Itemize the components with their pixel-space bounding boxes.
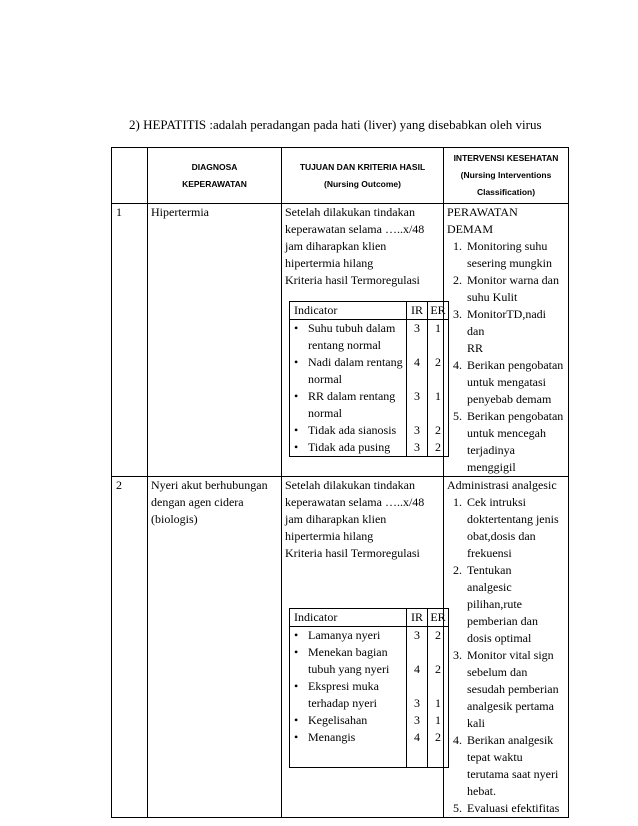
indicator-header-row	[290, 609, 449, 627]
indicator-line: Menekan bagian	[308, 645, 388, 659]
er-value: 1	[428, 388, 449, 422]
indicator-row	[290, 712, 449, 729]
intervention-line: Monitor warna dan	[467, 273, 559, 287]
intervention-title-line: PERAWATAN	[447, 205, 518, 219]
indicator-name: Tidak ada pusing	[308, 440, 391, 454]
list-item	[465, 562, 565, 647]
header-tujuan-line2: (Nursing Outcome)	[324, 178, 401, 189]
outcome-text	[285, 204, 440, 289]
intervention-line: pemberian dan	[467, 614, 538, 628]
outcome-line: Setelah dilakukan tindakan	[285, 205, 415, 219]
indicator-line: Suhu tubuh dalam	[308, 321, 396, 335]
indicator-row	[290, 678, 449, 712]
indicator-line: Ekspresi muka	[308, 679, 379, 693]
diagnosis-line: dengan agen cidera	[151, 495, 244, 509]
intervention-list	[447, 494, 565, 817]
intervention-line: pilihan,rute	[467, 597, 522, 611]
intervention-line: MonitorTD,nadi dan	[467, 307, 546, 338]
intervention-line: Tentukan	[467, 563, 512, 577]
intervention-line: analgesik pertama	[467, 699, 554, 713]
indicator-row	[290, 439, 449, 457]
er-value: 2	[428, 439, 449, 457]
intervention-line: terjadinya menggigil	[467, 443, 516, 474]
header-tujuan-line1: TUJUAN DAN KRITERIA HASIL	[299, 161, 426, 172]
header-intervensi-line2: (Nursing Interventions	[460, 170, 552, 180]
list-item	[465, 732, 565, 800]
intervention-line: tepat waktu	[467, 750, 523, 764]
table-row	[112, 477, 569, 818]
table-header-row	[112, 148, 569, 204]
ir-header: IR	[407, 302, 428, 320]
outcome-cell	[282, 477, 444, 818]
diagnosis-text: Hipertermia	[151, 205, 209, 219]
diagnosis-text	[151, 477, 278, 528]
bullet-icon: •	[294, 440, 299, 454]
bullet-icon: •	[294, 321, 299, 335]
ir-value: 4	[407, 729, 428, 768]
outcome-text	[285, 477, 440, 562]
indicator-row	[290, 644, 449, 678]
indicator-line: RR dalam rentang	[308, 389, 396, 403]
table-row	[112, 204, 569, 477]
ir-value: 3	[407, 627, 428, 645]
bullet-icon: •	[294, 713, 299, 727]
diagnosis-line: Nyeri akut berhubungan	[151, 478, 268, 492]
ir-value: 3	[407, 712, 428, 729]
indicator-row	[290, 729, 449, 768]
intervention-title-line: DEMAM	[447, 222, 494, 236]
ir-header: IR	[407, 609, 428, 627]
indicator-line: normal	[308, 372, 342, 386]
intervention-title: Administrasi analgesic	[447, 478, 557, 492]
list-item	[465, 306, 565, 357]
header-tujuan	[282, 148, 444, 204]
header-diagnosa-line2: KEPERAWATAN	[182, 178, 247, 189]
intervention-line: Evaluasi efektifitas	[467, 801, 560, 815]
indicator-table	[289, 608, 449, 768]
indicator-line: rentang normal	[308, 338, 381, 352]
er-value: 1	[428, 678, 449, 712]
indicator-name	[308, 678, 379, 712]
ir-value: 4	[407, 354, 428, 388]
diagnosis-cell	[148, 204, 282, 477]
indicator-header-row	[290, 302, 449, 320]
outcome-line: jam diharapkan klien	[285, 512, 387, 526]
ir-value: 3	[407, 388, 428, 422]
intervention-title	[447, 204, 565, 238]
intervention-line: Monitor vital sign	[467, 648, 554, 662]
intervention-line: penyebab demam	[467, 392, 552, 406]
outcome-line: keperawatan selama …..x/48	[285, 495, 425, 509]
bullet-icon: •	[294, 389, 299, 403]
er-header: ER	[428, 302, 449, 320]
header-intervensi-line3: Classification)	[476, 187, 536, 197]
intervention-line: untuk mengatasi	[467, 375, 546, 389]
intervention-line: dosis optimal	[467, 631, 532, 645]
er-value: 2	[428, 644, 449, 678]
row-number: 2	[112, 477, 148, 818]
intervention-line: obat,dosis dan	[467, 529, 536, 543]
indicator-line: normal	[308, 406, 342, 420]
ir-value: 3	[407, 439, 428, 457]
intervention-line: sesudah pemberian	[467, 682, 559, 696]
intervention-line: Monitoring suhu	[467, 239, 548, 253]
outcome-line: keperawatan selama …..x/48	[285, 222, 425, 236]
indicator-table	[289, 301, 449, 457]
er-value: 1	[428, 712, 449, 729]
bullet-icon: •	[294, 679, 299, 693]
list-item	[465, 357, 565, 408]
intervention-line: kali	[467, 716, 485, 730]
diagnosis-cell	[148, 477, 282, 818]
list-item	[465, 494, 565, 562]
er-value: 2	[428, 354, 449, 388]
intervention-line: doktertentang jenis	[467, 512, 559, 526]
intervention-line: suhu Kulit	[467, 290, 518, 304]
intervention-line: Berikan pengobatan	[467, 409, 564, 423]
bullet-icon: •	[294, 423, 299, 437]
indicator-name: Tidak ada sianosis	[308, 423, 397, 437]
indicator-line: tubuh yang nyeri	[308, 662, 390, 676]
intervention-line: Berikan analgesik	[467, 733, 554, 747]
intervention-line: frekuensi	[467, 546, 512, 560]
outcome-cell	[282, 204, 444, 477]
intervention-line: analgesic	[467, 580, 512, 594]
diagnosis-line: (biologis)	[151, 512, 198, 526]
indicator-name	[308, 354, 403, 388]
indicator-row	[290, 320, 449, 355]
er-value: 2	[428, 422, 449, 439]
list-item	[465, 647, 565, 732]
intervention-line: hebat.	[467, 784, 496, 798]
intervention-line: Cek intruksi	[467, 495, 526, 509]
ir-value: 3	[407, 422, 428, 439]
header-intervensi	[444, 148, 569, 204]
outcome-line: hipertermia hilang	[285, 256, 374, 270]
outcome-line: jam diharapkan klien	[285, 239, 387, 253]
indicator-name	[308, 644, 389, 678]
intervention-line: untuk mencegah	[467, 426, 546, 440]
ir-value: 4	[407, 644, 428, 678]
indicator-header: Indicator	[290, 609, 407, 627]
list-item	[465, 238, 565, 272]
er-value: 2	[428, 627, 449, 645]
intervention-list	[447, 238, 565, 476]
bullet-icon: •	[294, 645, 299, 659]
intervention-line: sesering mungkin	[467, 256, 552, 270]
outcome-line: Kriteria hasil Termoregulasi	[285, 273, 420, 287]
outcome-line: hipertermia hilang	[285, 529, 374, 543]
bullet-icon: •	[294, 628, 299, 642]
indicator-line: Nadi dalam rentang	[308, 355, 403, 369]
indicator-name	[308, 320, 395, 354]
list-item	[465, 272, 565, 306]
section-heading: 2) HEPATITIS :adalah peradangan pada hati (liver) yang disebabkan oleh virus	[129, 117, 542, 132]
outcome-line: Setelah dilakukan tindakan	[285, 478, 415, 492]
intervention-cell	[444, 204, 569, 477]
list-item	[465, 800, 565, 817]
nursing-care-table	[111, 147, 569, 818]
indicator-name: Lamanya nyeri	[308, 628, 381, 642]
er-value: 2	[428, 729, 449, 768]
intervention-line: Berikan pengobatan	[467, 358, 564, 372]
indicator-line: terhadap nyeri	[308, 696, 377, 710]
ir-value: 3	[407, 320, 428, 355]
bullet-icon: •	[294, 355, 299, 369]
intervention-line: sebelum dan	[467, 665, 528, 679]
ir-value: 3	[407, 678, 428, 712]
er-value: 1	[428, 320, 449, 355]
header-number	[112, 148, 148, 204]
er-header: ER	[428, 609, 449, 627]
bullet-icon: •	[294, 730, 299, 744]
indicator-name: Menangis	[308, 730, 356, 744]
list-item	[465, 408, 565, 476]
header-diagnosa	[148, 148, 282, 204]
intervention-cell	[444, 477, 569, 818]
indicator-row	[290, 627, 449, 645]
indicator-name	[308, 388, 395, 422]
row-number: 1	[112, 204, 148, 477]
intervention-line: RR	[467, 341, 484, 355]
header-intervensi-line1: INTERVENSI KESEHATAN	[453, 153, 559, 163]
indicator-row	[290, 422, 449, 439]
indicator-header: Indicator	[290, 302, 407, 320]
outcome-line: Kriteria hasil Termoregulasi	[285, 546, 420, 560]
header-diagnosa-line1: DIAGNOSA	[191, 161, 238, 172]
intervention-line: terutama saat nyeri	[467, 767, 559, 781]
indicator-row	[290, 388, 449, 422]
indicator-row	[290, 354, 449, 388]
indicator-name: Kegelisahan	[308, 713, 368, 727]
